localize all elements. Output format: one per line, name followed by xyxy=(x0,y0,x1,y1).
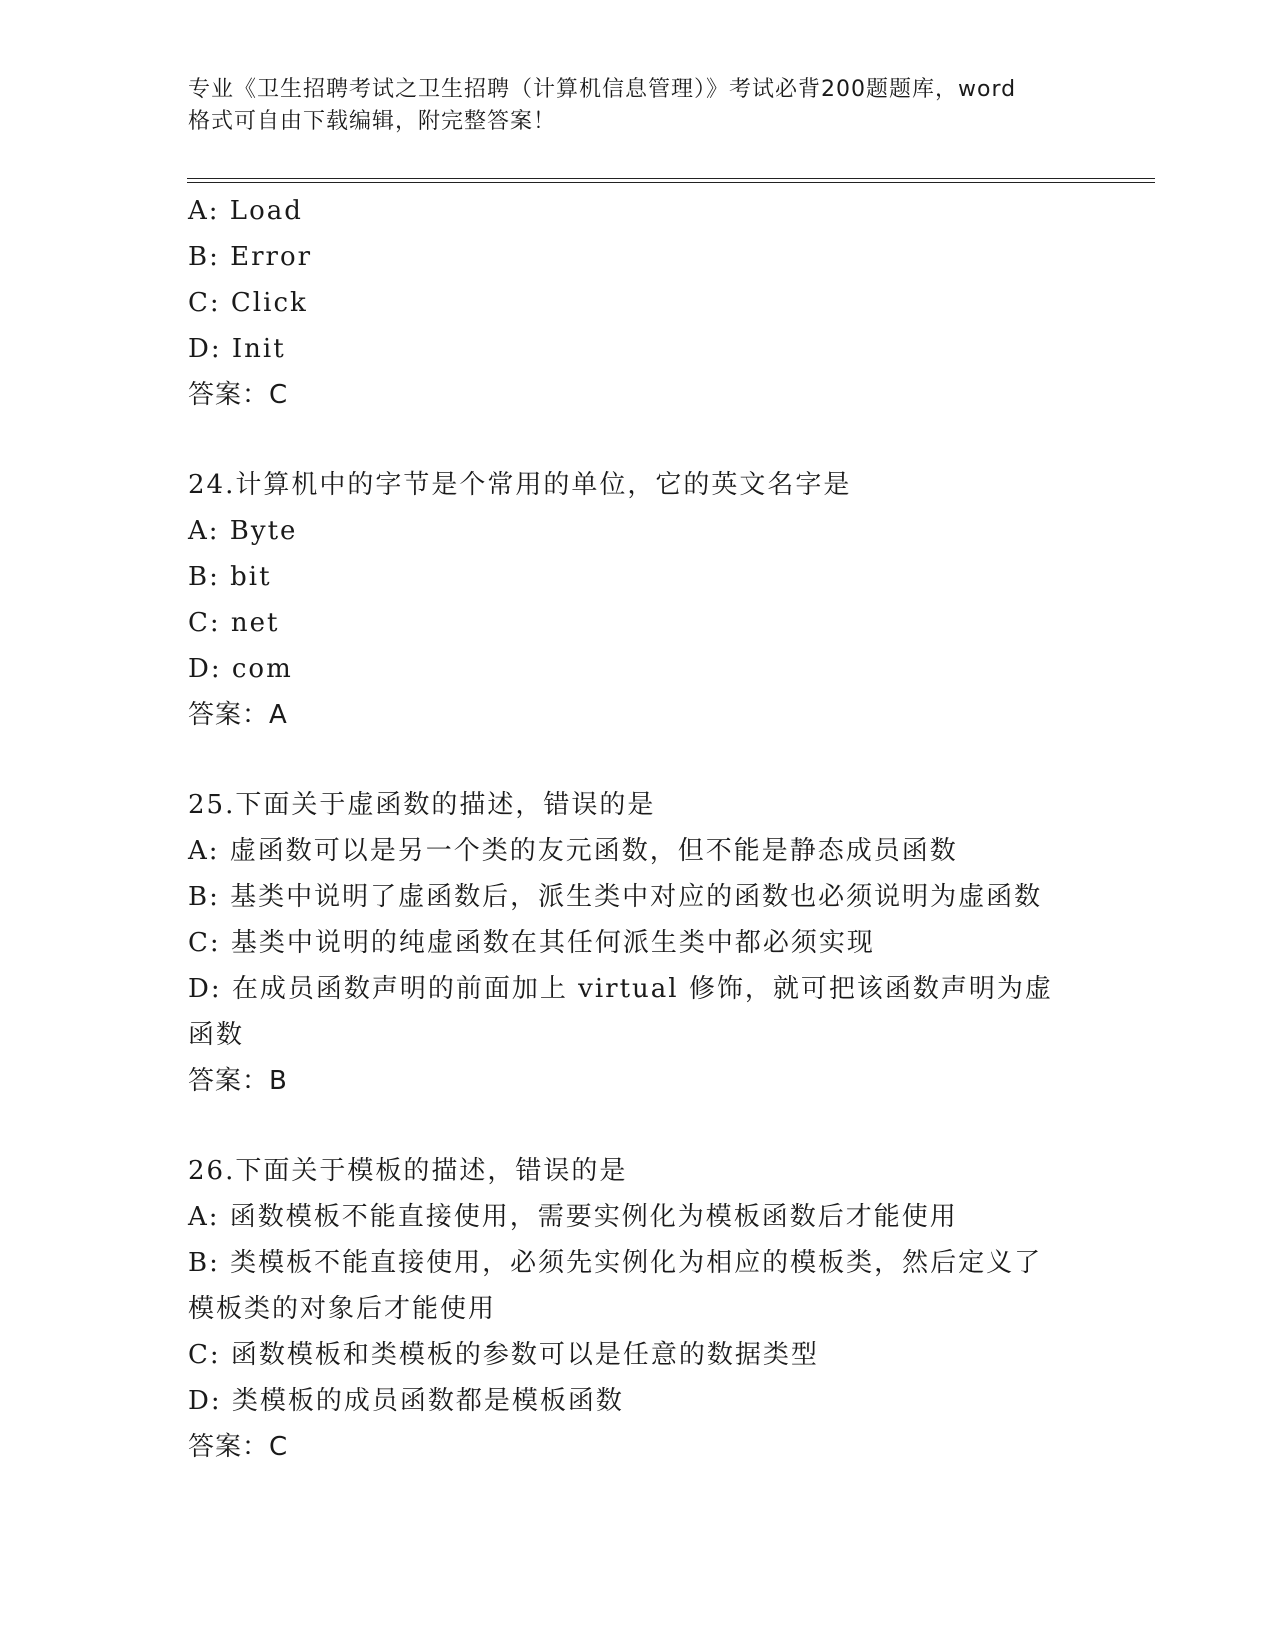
question-stem: 26.下面关于模板的描述，错误的是 xyxy=(188,1156,628,1186)
question-23 xyxy=(188,188,1108,418)
question-26 xyxy=(188,1148,1108,1470)
answer-line: 答案：A xyxy=(188,700,288,730)
option-c: C: net xyxy=(188,608,280,638)
question-25 xyxy=(188,782,1108,1104)
option-b: B: 基类中说明了虚函数后，派生类中对应的函数也必须说明为虚函数 xyxy=(188,882,1043,912)
option-c: C: 函数模板和类模板的参数可以是任意的数据类型 xyxy=(188,1340,819,1370)
option-a: A: Load xyxy=(188,196,303,226)
spacer xyxy=(188,418,1108,462)
option-d: D: 在成员函数声明的前面加上 virtual 修饰，就可把该函数声明为虚 xyxy=(188,974,1053,1004)
option-b-continued: 模板类的对象后才能使用 xyxy=(188,1294,497,1324)
answer-line: 答案：B xyxy=(188,1066,288,1096)
spacer xyxy=(188,1104,1108,1148)
option-d: D: com xyxy=(188,654,293,684)
option-b: B: bit xyxy=(188,562,272,592)
header-line-2: 格式可自由下载编辑，附完整答案！ xyxy=(188,109,557,134)
option-a: A: 函数模板不能直接使用，需要实例化为模板函数后才能使用 xyxy=(188,1202,958,1232)
option-a: A: 虚函数可以是另一个类的友元函数，但不能是静态成员函数 xyxy=(188,836,958,866)
answer-line: 答案：C xyxy=(188,1432,289,1462)
document-header xyxy=(188,74,1088,138)
option-b: B: Error xyxy=(188,242,313,272)
option-d: D: 类模板的成员函数都是模板函数 xyxy=(188,1386,624,1416)
answer-line: 答案：C xyxy=(188,380,289,410)
question-content xyxy=(188,188,1108,1470)
header-rule-bottom xyxy=(187,182,1155,183)
header-rule-top xyxy=(187,178,1155,179)
option-c: C: Click xyxy=(188,288,308,318)
spacer xyxy=(188,738,1108,782)
option-a: A: Byte xyxy=(188,516,298,546)
header-line-1: 专业《卫生招聘考试之卫生招聘（计算机信息管理）》考试必背200题题库，word xyxy=(188,77,1017,102)
question-24 xyxy=(188,462,1108,738)
option-b: B: 类模板不能直接使用，必须先实例化为相应的模板类，然后定义了 xyxy=(188,1248,1043,1278)
question-stem: 25.下面关于虚函数的描述，错误的是 xyxy=(188,790,656,820)
option-d-continued: 函数 xyxy=(188,1020,245,1050)
option-c: C: 基类中说明的纯虚函数在其任何派生类中都必须实现 xyxy=(188,928,875,958)
question-stem: 24.计算机中的字节是个常用的单位，它的英文名字是 xyxy=(188,470,852,500)
option-d: D: Init xyxy=(188,334,286,364)
